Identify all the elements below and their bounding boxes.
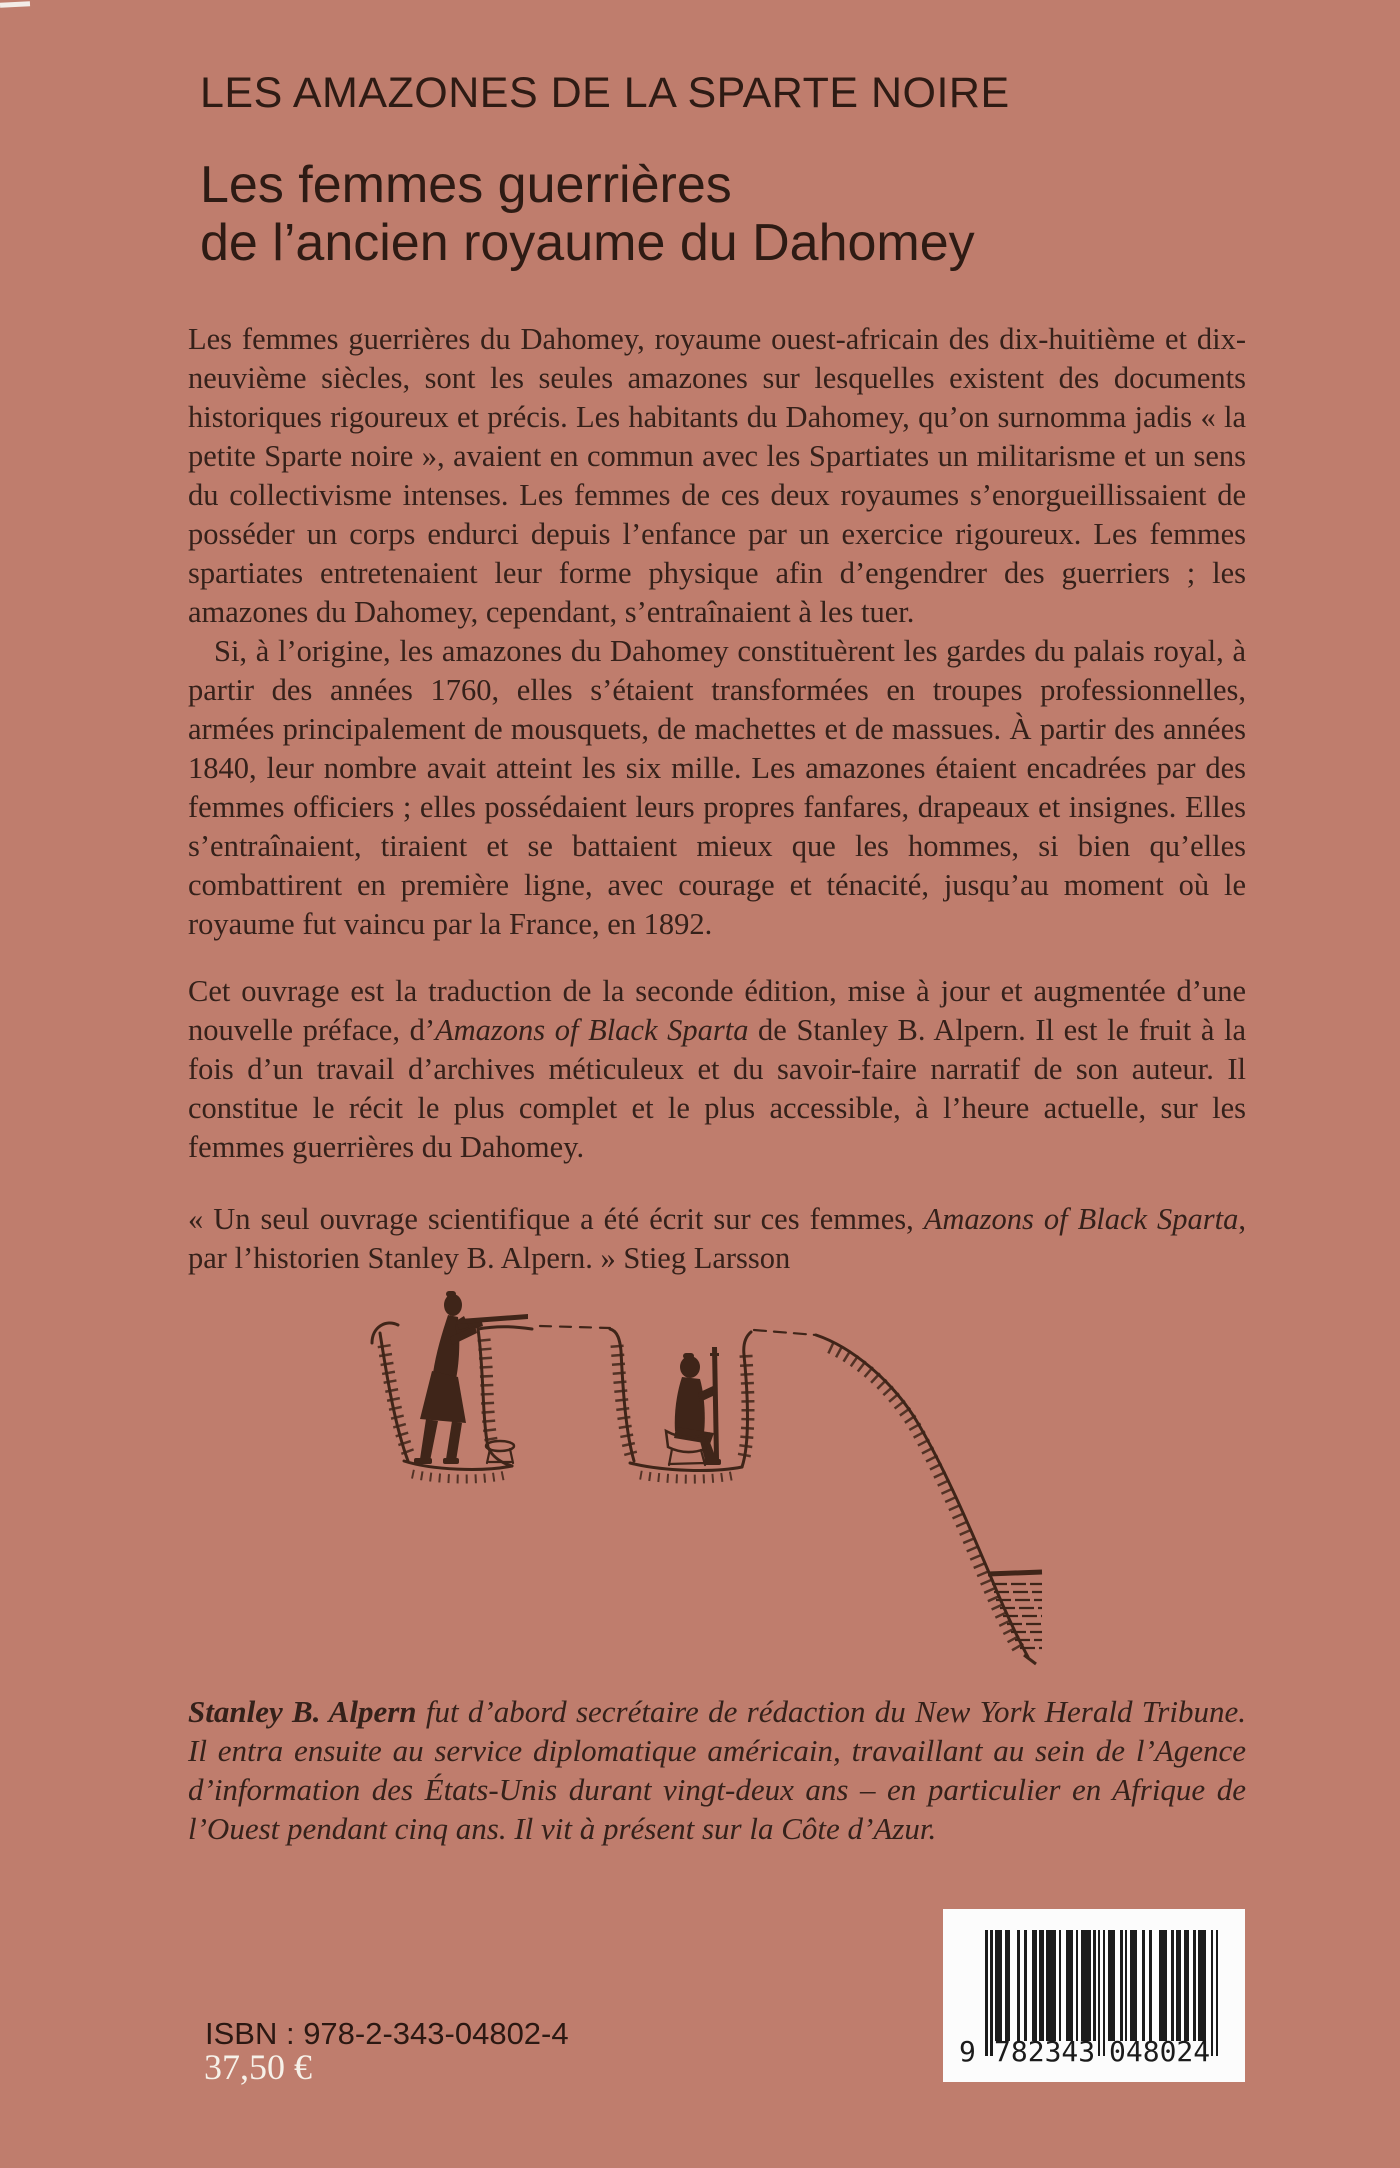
synopsis-paragraph-3 [188,972,1246,1167]
barcode-digit-first: 9 [959,2035,976,2068]
standing-amazon-figure [414,1291,528,1464]
seat-icon [666,1431,708,1465]
review-cited-book-title: Amazons of Black Sparta [923,1202,1239,1236]
trench-warriors-illustration [360,1275,1060,1670]
book-title [200,156,975,272]
synopsis-paragraph-3-before: Cet ouvrage est la traduction de la seconde édition, mise à jour et augmentée d’une nouvelle préface, d’ [188,974,1246,1047]
isbn-text: ISBN : 978-2-343-04802-4 [205,2016,569,2051]
barcode-digits-left-group: 782343 [994,2035,1096,2068]
synopsis-paragraph-1: Les femmes guerrières du Dahomey, royaume ouest-africain des dix-huitième et dix-neuvième siècles, sont les seules amazones sur lesquelles existent des documents historiques rigoureux et précis. Les habitants du Dahomey, qu’on surnomma jadis « la petite Sparte noire », avaient en commun avec les Spartiates un militarisme et un sens du collectivisme intenses. Les femmes de ces deux royaumes s’enorgueillissaient de posséder un corps endurci depuis l’enfance par un exercice rigoureux. Les femmes spartiates entretenaient leur forme physique afin d’engendrer des guerriers ; les amazones du Dahomey, cependant, s’entraînaient à les tuer. [188,322,1246,629]
price-text: 37,50 € [204,2047,312,2087]
synopsis-paragraph-2: Si, à l’origine, les amazones du Dahomey constituèrent les gardes du palais royal, à partir des années 1760, elles s’étaient transformées en troupes professionnelles, armées principalement de mousquets, de machettes et de massues. À partir des années 1840, leur nombre avait atteint les six mille. Les amazones étaient encadrées par des femmes officiers ; elles possédaient leurs propres fanfares, drapeaux et insignes. Elles s’entraînaient, tiraient et se battaient mieux que les hommes, si bien qu’elles combattirent en première ligne, avec courage et ténacité, jusqu’au moment où le royaume fut vaincu par la France, en 1892. [188,634,1246,941]
author-bio [188,1692,1246,1848]
book-title-line2: de l’ancien royaume du Dahomey [200,214,975,272]
barcode-panel [943,1909,1245,2082]
review-quote [188,1200,1246,1278]
author-name: Stanley B. Alpern [188,1694,417,1729]
barcode-digits-right-group: 048024 [1109,2035,1211,2068]
book-title-line1: Les femmes guerrières [200,156,732,214]
seated-amazon-figure [674,1347,721,1465]
collection-title: LES AMAZONES DE LA SPARTE NOIRE [200,69,1010,117]
synopsis-paragraph-3-after: de Stanley B. Alpern. Il est le fruit à la fois d’un travail d’archives méticuleux et du savoir-faire narratif de son auteur. Il constitue le récit le plus complet et le plus accessible, à l’heure actuelle, sur les femmes guerrières du Dahomey. [188,1013,1246,1164]
review-quote-after: , par l’historien Stanley B. Alpern. » Stieg Larsson [188,1202,1246,1275]
synopsis [188,320,1246,1278]
review-quote-before: « Un seul ouvrage scientifique a été écrit sur ces femmes, [188,1202,924,1236]
author-bio-text: fut d’abord secrétaire de rédaction du New York Herald Tribune. Il entra ensuite au service diplomatique américain, travaillant au sein de l’Agence d’information des États-Unis durant vingt-deux ans – en particulier en Afrique de l’Ouest pendant cinq ans. Il vit à présent sur la Côte d’Azur. [188,1694,1246,1846]
cited-book-title: Amazons of Black Sparta [434,1013,749,1047]
scan-artifact [0,1,30,8]
